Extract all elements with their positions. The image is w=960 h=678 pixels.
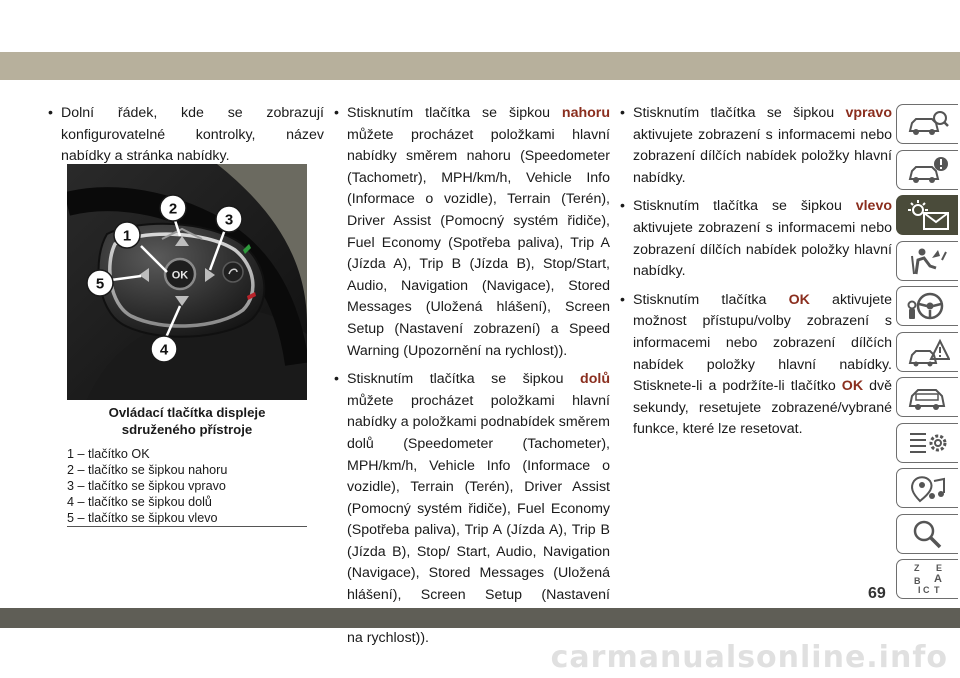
text-run: Stisknutím tlačítka se šipkou: [633, 198, 856, 215]
legend-divider: [67, 526, 307, 527]
ok-button-label: OK: [171, 269, 189, 282]
tab-roadside-warning[interactable]: [896, 332, 958, 372]
watermark: carmanualsonline.info: [550, 640, 948, 675]
tab-airbag-seat[interactable]: [896, 241, 958, 281]
tab-alphabet-index[interactable]: [896, 559, 958, 599]
steering-wheel-key-icon: [906, 291, 950, 321]
figure-caption: [67, 404, 307, 438]
text-run: dvě sekundy, resetujete zobrazené/vybrané funkce, které lze resetovat.: [633, 378, 893, 438]
page-number: 69: [868, 585, 886, 602]
bullet-mark: •: [620, 198, 625, 215]
alpha-letter: C: [922, 585, 929, 595]
alpha-letter: I: [917, 585, 921, 595]
alpha-letter: E: [935, 563, 942, 573]
column-2: [334, 103, 610, 657]
text-run: aktivujete zobrazení s informacemi nebo zobrazení dílčích nabídek položky hlavní nabídky.: [633, 126, 892, 186]
tab-car-service[interactable]: [896, 377, 958, 417]
tab-warning-lights[interactable]: [896, 195, 958, 235]
figure-legend: [67, 446, 307, 526]
bullet-mark: •: [620, 105, 625, 121]
callout-3: 3: [224, 211, 234, 229]
magnifier-index-icon: [906, 519, 950, 549]
legend-item: 4 – tlačítko se šipkou dolů: [67, 495, 212, 509]
tab-car-info[interactable]: [896, 150, 958, 190]
caption-line-1: Ovládací tlačítka displeje: [108, 405, 266, 420]
alpha-letter: A: [933, 573, 942, 585]
keyword-ok: OK: [841, 378, 864, 395]
warning-lights-message-icon: [906, 200, 950, 230]
footer-band: [0, 608, 960, 628]
steering-wheel-illustration: [67, 164, 307, 400]
roadside-warning-icon: [906, 337, 950, 367]
keyword-left: vlevo: [855, 198, 892, 215]
tab-car-search[interactable]: [896, 104, 958, 144]
text-run: Stisknutím tlačítka se šipkou: [347, 371, 581, 388]
car-service-icon: [906, 382, 950, 412]
bullet-up-arrow: [334, 103, 610, 362]
bullet-ok: [620, 290, 892, 441]
multimedia-icon: [906, 473, 950, 503]
keyword-ok: OK: [788, 291, 810, 308]
text-run: Stisknutím tlačítka se šipkou: [347, 105, 562, 121]
legend-item: 1 – tlačítko OK: [67, 447, 150, 461]
text-run: aktivujete zobrazení s informacemi nebo zobrazení dílčích nabídek položky hlavní nabídky.: [633, 219, 892, 280]
callout-2: 2: [168, 200, 178, 218]
car-info-icon: [906, 155, 950, 185]
bullet-bottom-row: [48, 103, 324, 168]
callout-5: 5: [95, 275, 105, 293]
bullet-mark: •: [48, 105, 53, 121]
legend-item: 2 – tlačítko se šipkou nahoru: [67, 463, 228, 477]
keyword-down: dolů: [580, 371, 610, 388]
tab-specifications[interactable]: [896, 423, 958, 463]
header-band: [0, 52, 960, 80]
callout-4: 4: [159, 341, 169, 359]
text-run: můžete procházet položkami hlavní nabídky a položkami podnabídek směrem dolů (Speedometer (Tachometer), MPH/km/h, Vehicle Info (Informace o vozidle), Terrain (Terén), Driver Assist (Pomocný systém řidiče), Fuel Economy (Spotřeba paliva), Trip A (Jízda A), Trip B (Jízda B), Stop/ Start, Audio, Navigation (Navigace), Stored Messages (Uložená hlášení), Screen Setup (Nastavení na rychlost)).: [347, 392, 610, 647]
caption-line-2: sdruženého přístroje: [121, 422, 253, 437]
bullet-mark: •: [620, 291, 625, 308]
tab-steering-wheel[interactable]: [896, 286, 958, 326]
keyword-right: vpravo: [845, 105, 892, 121]
bullet-text: Dolní řádek, kde se zobrazují konfigurovatelné kontrolky, název nabídky a stránka nabídky.: [61, 105, 324, 165]
alpha-letter: B: [913, 576, 920, 586]
steering-wheel-buttons-figure: [67, 164, 307, 400]
bullet-text: [633, 103, 892, 189]
bullet-text: [633, 290, 892, 441]
bullet-text: [347, 103, 610, 362]
column-3: [620, 103, 892, 448]
tab-multimedia[interactable]: [896, 468, 958, 508]
legend-item: 5 – tlačítko se šipkou vlevo: [67, 511, 218, 525]
bullet-text: [633, 196, 892, 282]
chapter-tabs: [896, 104, 958, 605]
alpha-letter: T: [933, 585, 939, 595]
legend-item: 3 – tlačítko se šipkou vpravo: [67, 479, 226, 493]
airbag-seat-icon: [906, 246, 950, 276]
alphabet-index-icon: [906, 562, 950, 596]
bullet-mark: •: [334, 105, 339, 121]
car-search-icon: [906, 109, 950, 139]
text-run: můžete procházet položkami hlavní nabídky směrem nahoru (Speedometer (Tachometr), MPH/km/h, Vehicle Info (Informace o vozidle), Terrain (Terén), Driver Assist (Pomocný systém řidiče), Fuel Economy (Spotřeba paliva), Trip A (Jízda A), Trip B (Jízda B), Stop/Start, Audio, Navigation (Navigace), Stored Messages (Uložená hlášení), Screen Setup (Nastavení zobrazení) a Speed Warning (Upozornění na rychlost)).: [347, 126, 610, 359]
alpha-letter: Z: [913, 563, 919, 573]
specifications-gear-icon: [906, 428, 950, 458]
bullet-right-arrow: [620, 103, 892, 189]
text-run: Stisknutím tlačítka: [633, 291, 789, 308]
bullet-mark: •: [334, 371, 339, 388]
tab-search-index[interactable]: [896, 514, 958, 554]
keyword-up: nahoru: [561, 105, 610, 121]
bullet-left-arrow: [620, 196, 892, 282]
text-run: aktivujete možnost přístupu/volby zobrazení s informacemi nebo zobrazení dílčích nabídek položky hlavní nabídky. Stisknete-li a podržíte-li tlačítko: [633, 291, 892, 395]
text-run: Stisknutím tlačítka se šipkou: [633, 105, 846, 121]
callout-1: 1: [122, 227, 132, 245]
